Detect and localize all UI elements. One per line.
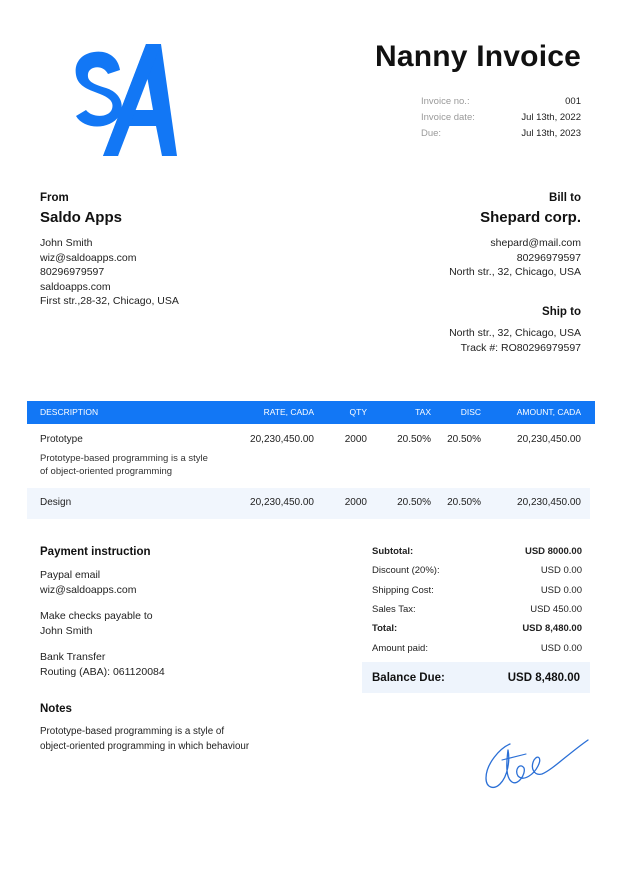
ship-to-address: North str., 32, Chicago, USA <box>449 327 581 339</box>
bill-to-address: North str., 32, Chicago, USA <box>449 266 581 278</box>
total-label: Total: <box>372 623 398 635</box>
col-description: DESCRIPTION <box>40 407 99 417</box>
notes-body <box>40 725 249 754</box>
subtotal-value: USD 8000.00 <box>524 546 582 558</box>
items-table-header <box>27 401 595 424</box>
checks-name: John Smith <box>40 624 93 637</box>
row-rate: 20,230,450.00 <box>250 434 314 445</box>
paypal-label: Paypal email <box>40 569 101 581</box>
row-tax: 20.50% <box>397 497 431 508</box>
balance-due <box>362 662 590 693</box>
row-tax: 20.50% <box>397 434 431 445</box>
invoice-date-label: Invoice date: <box>421 111 475 123</box>
row-disc: 20.50% <box>447 497 481 508</box>
total-row <box>372 619 582 638</box>
subtotal-label: Subtotal: <box>372 546 414 558</box>
discount-value: USD 0.00 <box>540 565 582 577</box>
payment-heading: Payment instruction <box>40 546 151 558</box>
from-company: Saldo Apps <box>40 209 122 226</box>
row-description: Design <box>40 497 72 508</box>
col-tax: TAX <box>415 407 431 417</box>
bill-to-company: Shepard corp. <box>480 209 581 226</box>
from-label: From <box>40 192 69 204</box>
from-details <box>40 236 179 309</box>
row-qty: 2000 <box>344 434 367 445</box>
from-email: wiz@saldoapps.com <box>40 251 137 264</box>
discount-label: Discount (20%): <box>372 565 440 577</box>
invoice-title: Nanny Invoice <box>375 40 581 73</box>
invoice-number: 001 <box>565 95 581 107</box>
ship-to-label: Ship to <box>542 306 581 318</box>
bank-routing: Routing (ABA): 061120084 <box>40 665 165 678</box>
shipping-value: USD 0.00 <box>540 584 582 596</box>
bill-to-details <box>449 236 581 280</box>
invoice-date-row <box>421 109 581 125</box>
col-amount: AMOUNT, CADA <box>516 407 581 417</box>
checks-label: Make checks payable to <box>40 610 153 622</box>
totals <box>372 542 582 658</box>
sales-tax-label: Sales Tax: <box>372 604 416 616</box>
col-disc: DISC <box>460 407 481 417</box>
company-logo <box>70 44 182 160</box>
signature-icon <box>480 730 592 796</box>
balance-due-value: USD 8,480.00 <box>507 671 580 684</box>
col-qty: QTY <box>349 407 367 417</box>
balance-due-label: Balance Due: <box>372 671 445 684</box>
paypal-email: wiz@saldoapps.com <box>40 583 137 596</box>
bank-label: Bank Transfer <box>40 651 106 663</box>
amount-paid-row <box>372 638 582 657</box>
discount-row <box>372 561 582 580</box>
due-date: Jul 13th, 2023 <box>521 127 581 139</box>
due-date-row <box>421 125 581 141</box>
bill-to-email: shepard@mail.com <box>490 237 581 249</box>
payment-paypal <box>40 568 136 597</box>
table-row <box>27 433 595 483</box>
invoice-number-label: Invoice no.: <box>421 95 470 107</box>
payment-bank <box>40 650 165 679</box>
ship-to-details <box>449 326 581 355</box>
bill-to-label: Bill to <box>549 192 581 204</box>
col-rate: RATE, CADA <box>263 407 314 417</box>
row-detail-line-1: Prototype-based programming is a style <box>40 453 208 464</box>
row-amount: 20,230,450.00 <box>517 434 581 445</box>
from-website: saldoapps.com <box>40 280 111 293</box>
amount-paid-label: Amount paid: <box>372 642 428 654</box>
row-detail-line-2: of object-oriented programming <box>40 466 173 477</box>
shipping-row <box>372 581 582 600</box>
row-description: Prototype <box>40 434 83 445</box>
invoice-date: Jul 13th, 2022 <box>521 111 581 123</box>
table-row <box>27 488 590 519</box>
notes-line-1: Prototype-based programming is a style of <box>40 726 225 737</box>
shipping-label: Shipping Cost: <box>372 584 434 596</box>
from-name: John Smith <box>40 237 93 249</box>
ship-to-track: Track #: RO80296979597 <box>460 341 581 354</box>
row-qty: 2000 <box>344 497 367 508</box>
from-phone: 80296979597 <box>40 266 105 278</box>
notes-heading: Notes <box>40 703 72 715</box>
row-disc: 20.50% <box>447 434 481 445</box>
from-address: First str.,28-32, Chicago, USA <box>40 295 179 307</box>
row-rate: 20,230,450.00 <box>250 497 314 508</box>
invoice-meta <box>421 93 581 141</box>
sales-tax-row <box>372 600 582 619</box>
row-detail <box>40 452 208 478</box>
amount-paid-value: USD 0.00 <box>540 642 582 654</box>
row-amount: 20,230,450.00 <box>517 497 581 508</box>
due-date-label: Due: <box>421 127 442 139</box>
invoice-number-row <box>421 93 581 109</box>
notes-line-2: object-oriented programming in which behaviour <box>40 740 250 752</box>
total-value: USD 8,480.00 <box>522 623 582 635</box>
subtotal-row <box>372 542 582 561</box>
sales-tax-value: USD 450.00 <box>530 604 582 616</box>
payment-checks <box>40 609 153 638</box>
bill-to-phone: 80296979597 <box>516 251 581 264</box>
